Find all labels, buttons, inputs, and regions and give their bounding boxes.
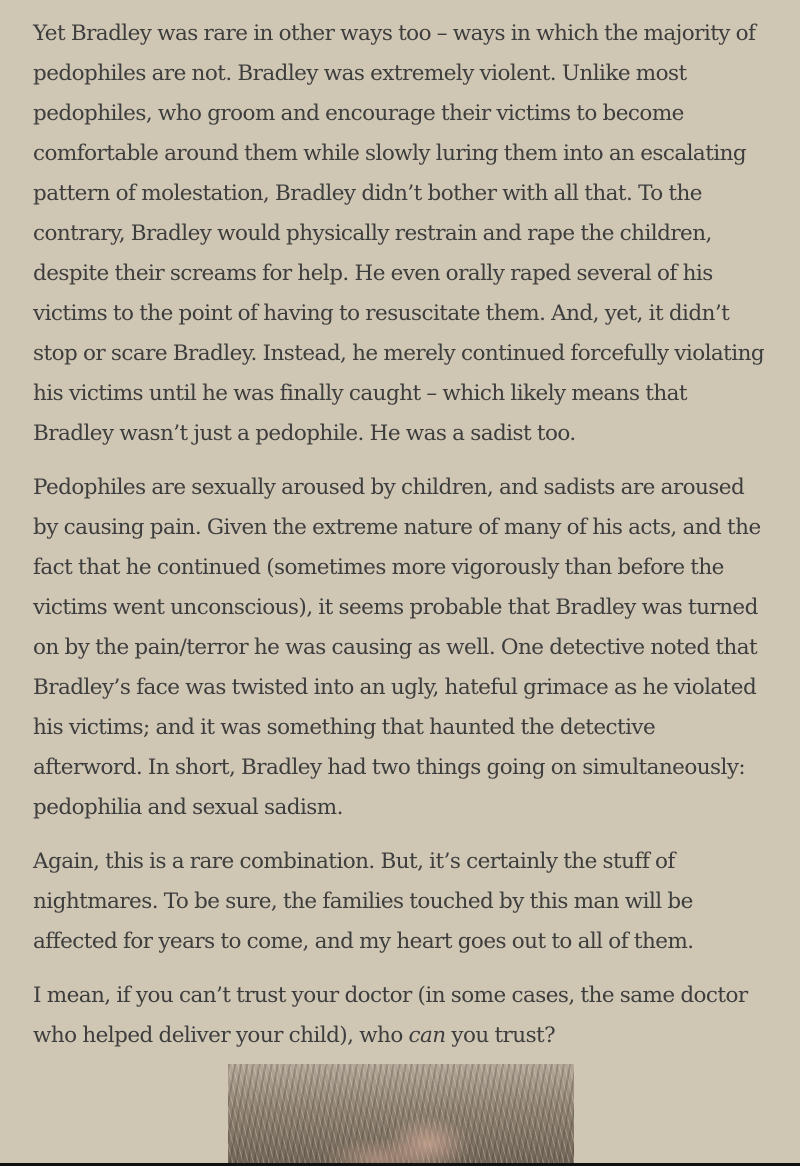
- mugshot-photo: [228, 1064, 574, 1166]
- paragraph-4-text-before: I mean, if you can’t trust your doctor (in some cases, the same doctor who helped deliver your child), who: [33, 983, 748, 1048]
- article-body: [33, 14, 768, 1070]
- paragraph-4-text-after: you trust?: [445, 1023, 556, 1048]
- paragraph-1: Yet Bradley was rare in other ways too – ways in which the majority of pedophiles are not. Bradley was extremely violent. Unlike most pedophiles, who groom and encourage their victims to become comfortable around them while slowly luring them into an escalating pattern of molestation, Bradley didn’t bother with all that. To the contrary, Bradley would physically restrain and rape the children, despite their screams for help. He even orally raped several of his victims to the point of having to resuscitate them. And, yet, it didn’t stop or scare Bradley. Instead, he merely continued forcefully violating his victims until he was finally caught – which likely means that Bradley wasn’t just a pedophile. He was a sadist too.: [33, 21, 765, 446]
- paragraph-4-emphasis: can: [408, 1023, 446, 1048]
- paragraph-3: Again, this is a rare combination. But, it’s certainly the stuff of nightmares. To be sure, the families touched by this man will be affected for years to come, and my heart goes out to all of them.: [33, 849, 694, 954]
- paragraph-2: Pedophiles are sexually aroused by children, and sadists are aroused by causing pain. Given the extreme nature of many of his acts, and the fact that he continued (sometimes more vigorously than before the victims went unconscious), it seems probable that Bradley was turned on by the pain/terror he was causing as well. One detective noted that Bradley’s face was twisted into an ugly, hateful grimace as he violated his victims; and it was something that haunted the detective afterword. In short, Bradley had two things going on simultaneously: pedophilia and sexual sadism.: [33, 475, 761, 820]
- paragraph-4: [33, 976, 768, 1056]
